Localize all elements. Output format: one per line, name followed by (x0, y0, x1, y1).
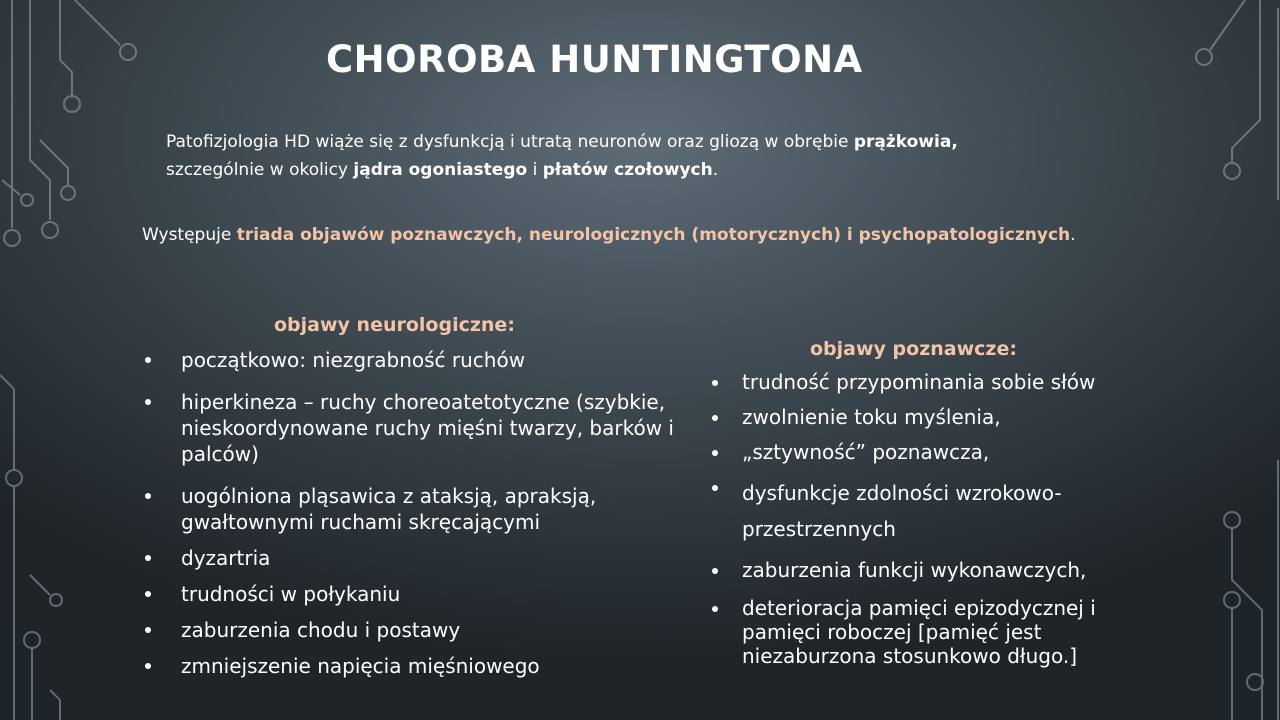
list-item: początkowo: niezgrabność ruchów (144, 347, 684, 373)
slide-title: CHOROBA HUNTINGTONA (326, 38, 863, 81)
triad-line (142, 225, 1076, 245)
intro-comma: , (951, 132, 958, 152)
intro-text: i (527, 160, 543, 180)
cognitive-heading: objawy poznawcze: (810, 338, 1017, 360)
list-item: hiperkineza – ruchy choreoatetotyczne (szybkie, nieskoordynowane ruchy mięśni twarzy, barków i palców) (144, 389, 684, 467)
list-item: zwolnienie toku myślenia, (712, 405, 1157, 429)
cognitive-list (712, 370, 1157, 668)
triad-suffix: . (1070, 225, 1076, 245)
list-item: deterioracja pamięci epizodycznej i pamięci roboczej [pamięć jest niezaburzona stosunkowo długo.] (712, 596, 1157, 668)
intro-text: szczególnie w okolicy (166, 160, 354, 180)
triad-prefix: Występuje (142, 225, 237, 245)
list-item: zaburzenia chodu i postawy (144, 617, 684, 643)
intro-paragraph (166, 128, 1166, 184)
list-item: „sztywność” poznawcza, (712, 440, 1157, 464)
list-item: trudności w połykaniu (144, 581, 684, 607)
intro-bold-frontal: płatów czołowych (542, 160, 713, 180)
list-item: dyzartria (144, 545, 684, 571)
triad-highlight: triada objawów poznawczych, neurologicznych (motorycznych) i psychopatologicznych (236, 225, 1071, 245)
list-item: trudność przypominania sobie słów (712, 370, 1157, 394)
list-item: zaburzenia funkcji wykonawczych, (712, 558, 1157, 582)
neurological-heading: objawy neurologiczne: (274, 314, 515, 336)
list-item: zmniejszenie napięcia mięśniowego (144, 653, 684, 679)
intro-text: Patofizjologia HD wiąże się z dysfunkcją i utratą neuronów oraz gliozą w obrębie (166, 132, 854, 152)
list-item: dysfunkcje zdolności wzrokowo-przestrzennych (712, 475, 1157, 547)
neurological-list (144, 347, 684, 679)
intro-text: . (712, 160, 719, 180)
intro-bold-striatum: prążkowia (853, 132, 952, 152)
list-item: uogólniona pląsawica z ataksją, apraksją, gwałtownymi ruchami skręcającymi (144, 483, 684, 535)
intro-bold-caudate: jądra ogoniastego (353, 160, 528, 180)
